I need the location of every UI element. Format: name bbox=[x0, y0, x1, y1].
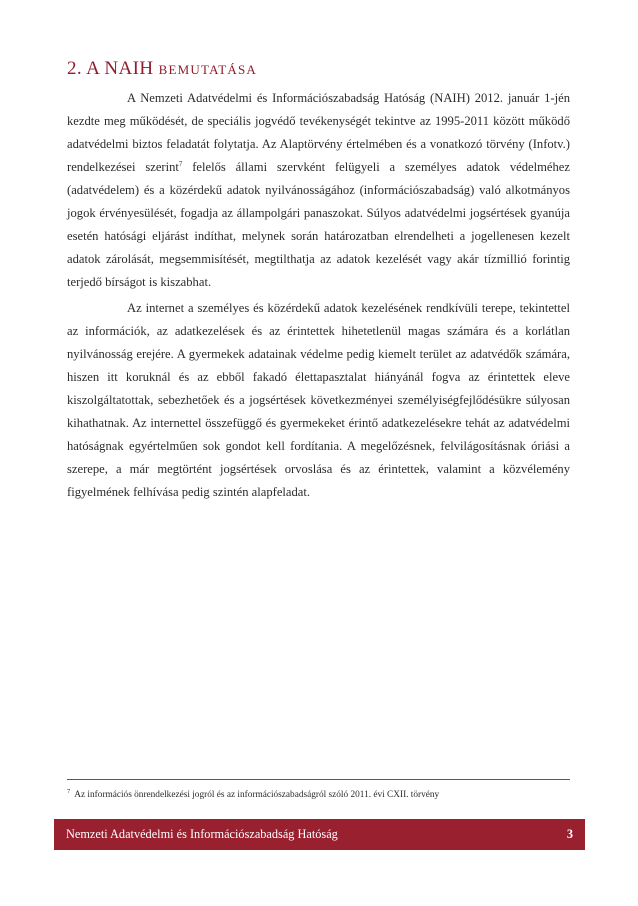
section-number: 2. bbox=[67, 58, 83, 79]
paragraph-1 bbox=[67, 87, 570, 294]
section-title-smallcaps: bemutatása bbox=[158, 58, 258, 79]
footnote-divider bbox=[67, 779, 570, 780]
footer-title: Nemzeti Adatvédelmi és Információszabadság Hatóság bbox=[66, 827, 338, 841]
paragraph-1-text-b: felelős állami szervként felügyeli a személyes adatok védelméhez (adatvédelem) és a közérdekű adatok nyilvánosságához (információszabadság) való alkotmányos jogok érvényesülését, fogadja az állampolgári panaszokat. Súlyos adatvédelmi jogsértések gyanúja esetén hatósági eljárást indíthat, melynek során határozatban elrendelheti a jogellenesen kezelt adatok zárolását, megsemmisítését, megtilthatja az adatok kezelését vagy akár tízmillió forintig terjedő bírságot is kiszabhat. bbox=[67, 160, 570, 289]
section-heading bbox=[67, 58, 257, 80]
page-number: 3 bbox=[566, 827, 573, 841]
footnote-reference[interactable]: 7 bbox=[178, 159, 183, 168]
body-text bbox=[67, 87, 570, 507]
footnote-text: Az információs önrendelkezési jogról és az információszabadságról szóló 2011. évi CXII. törvény bbox=[74, 790, 440, 800]
paragraph-1-text-a: A Nemzeti Adatvédelmi és Információszabadság Hatóság (NAIH) 2012. január 1-jén kezdte meg működését, de speciális jogvédő tevékenységét tekintve az 1995-2011 között működő adatvédelmi biztos feladatát folytatja. Az Alaptörvény értelmében és a vonatkozó törvény (Infotv.) rendelkezései szerint bbox=[67, 91, 570, 174]
paragraph-2: Az internet a személyes és közérdekű adatok kezelésének rendkívüli terepe, tekintettel az információk, az adatkezelések és az érintettek hihetetlenül magas számára és a korlátlan nyilvánosság erejére. A gyermekek adatainak védelme pedig kiemelt terület az adatvédők számára, hiszen itt koruknál és az ebből fakadó élettapasztalat hiányánál fogva az érintettek eleve kiszolgáltatottak, sebezhetőek és a jogsértések következményei személyiségfejlődésükre súlyosan kihathatnak. Az internettel összefüggő és gyermekeket érintő adatkezelésekre tehát az adatvédelmi hatóságnak egyértelműen sok gondot kell fordítania. A megelőzésnek, felvilágosításnak óriási a szerepe, a már megtörtént jogsértések orvoslása és az érintettek, valamint a közvélemény figyelmének felhívása pedig szintén alapfeladat. bbox=[67, 301, 570, 499]
footnote bbox=[67, 787, 570, 800]
section-title-main: A NAIH bbox=[86, 58, 154, 79]
footer-bar bbox=[54, 819, 585, 850]
footnote-number: 7 bbox=[67, 787, 71, 795]
